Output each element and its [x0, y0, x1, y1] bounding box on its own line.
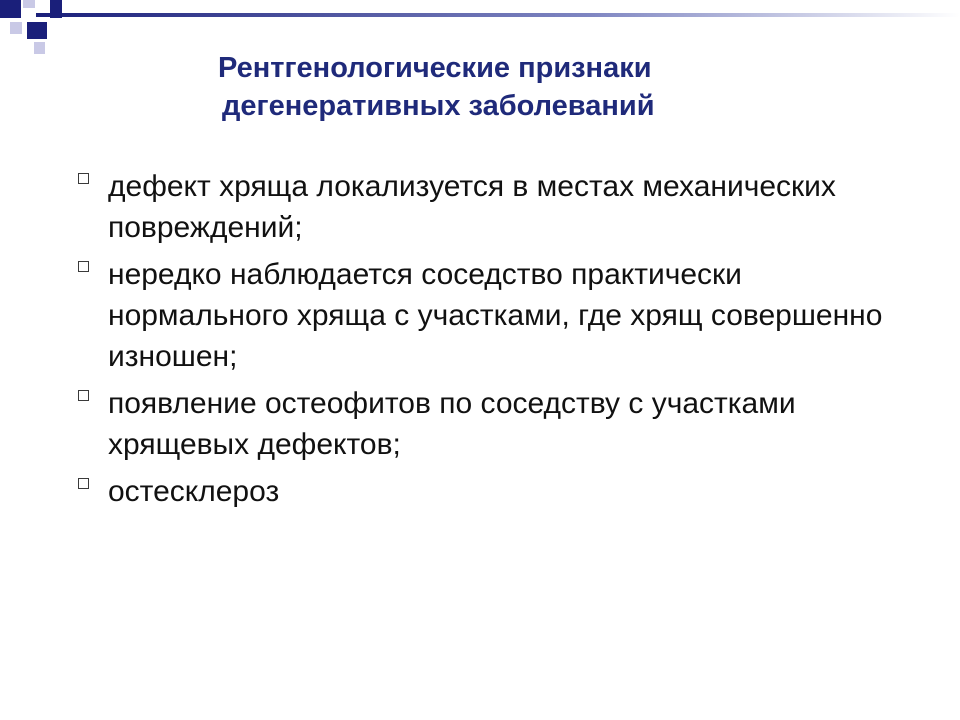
- bullet-item: [78, 471, 898, 512]
- decor-bar: [36, 13, 960, 17]
- slide-title-line: дегенеративных заболеваний: [222, 90, 655, 122]
- bullet-item: [78, 254, 898, 377]
- slide-title-line: Рентгенологические признаки: [218, 52, 652, 84]
- bullet-item: [78, 383, 898, 465]
- decor-square: [0, 0, 21, 18]
- slide-title: [190, 49, 810, 125]
- hollow-square-icon: [78, 390, 89, 401]
- bullet-item: [78, 166, 898, 248]
- bullet-text: дефект хряща локализуется в местах механических повреждений;: [108, 170, 836, 244]
- hollow-square-icon: [78, 478, 89, 489]
- decor-square: [23, 0, 35, 8]
- decor-square: [10, 22, 22, 34]
- bullet-text: остесклероз: [108, 475, 280, 508]
- bullet-text: нередко наблюдается соседство практически нормального хряща с участками, где хрящ совершенно изношен;: [108, 258, 883, 373]
- decor-square: [34, 42, 45, 54]
- decor-square: [27, 22, 47, 39]
- hollow-square-icon: [78, 173, 89, 184]
- hollow-square-icon: [78, 261, 89, 272]
- bullet-text: появление остеофитов по соседству с участками хрящевых дефектов;: [108, 387, 796, 461]
- decor-square: [50, 0, 62, 18]
- bullet-list: [78, 166, 898, 518]
